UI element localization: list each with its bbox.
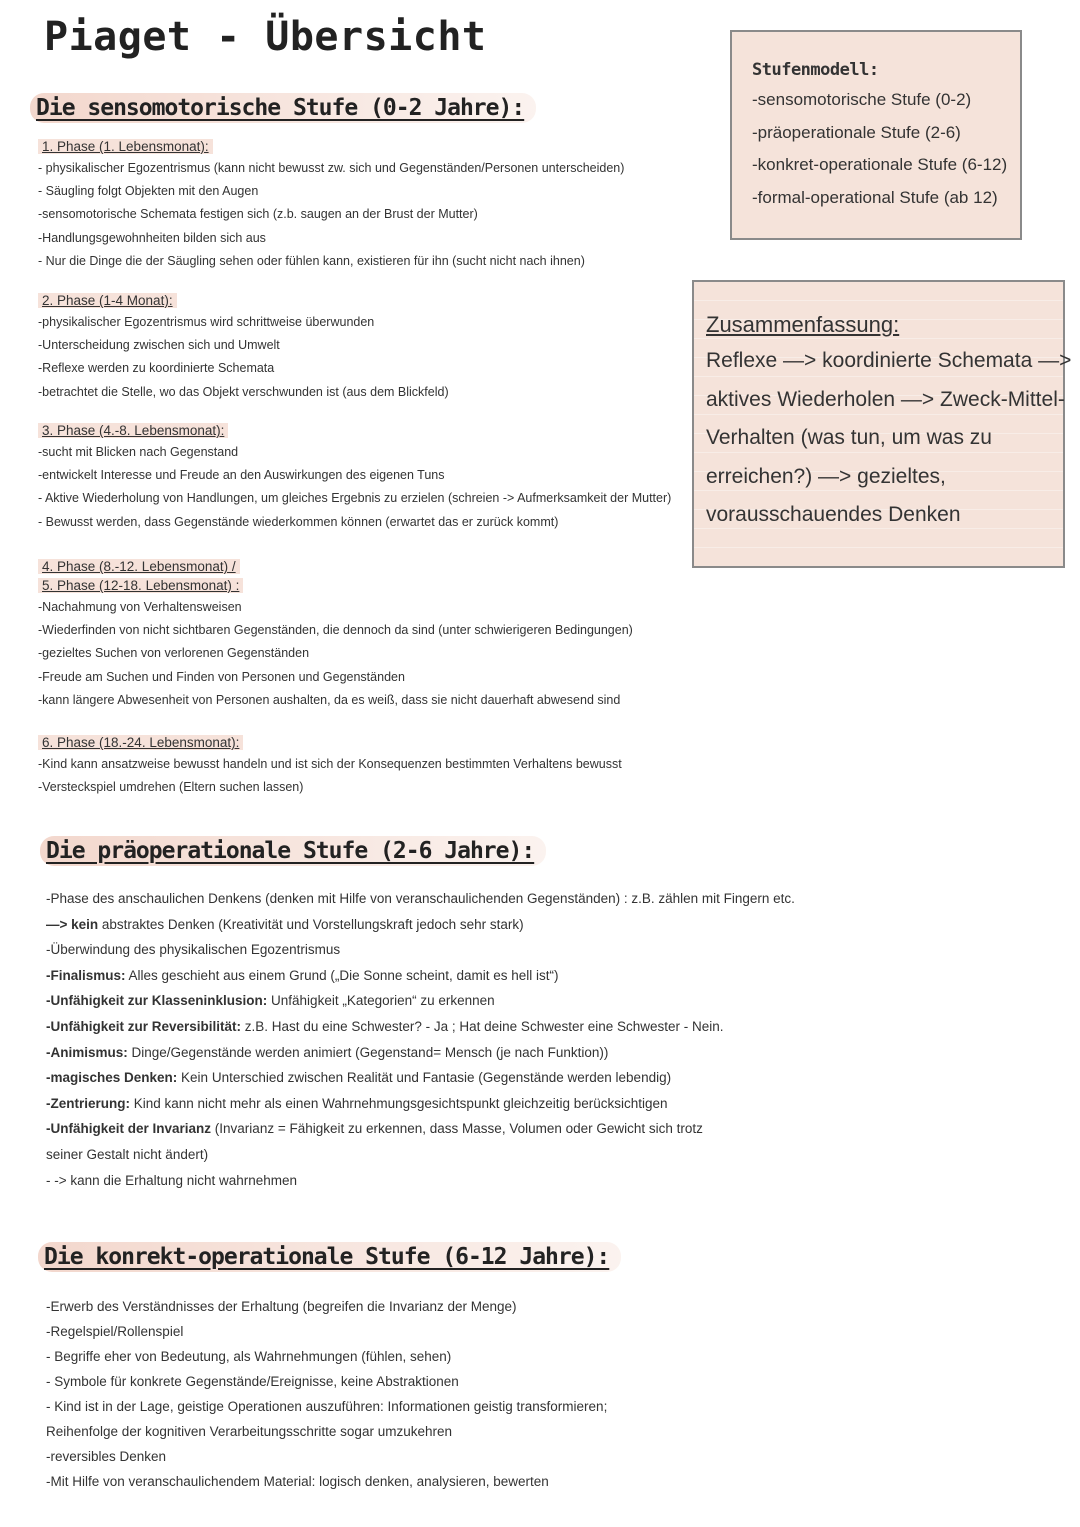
list-item: -Mit Hilfe von veranschaulichendem Material: logisch denken, analysieren, bewerten xyxy=(46,1474,549,1489)
list-item-bold: -Unfähigkeit zur Reversibilität: xyxy=(46,1018,242,1034)
summary-line: erreichen?) —> gezieltes, xyxy=(706,464,946,488)
phase-6-title: 6. Phase (18.-24. Lebensmonat): xyxy=(38,735,243,750)
list-item-text: Alles geschieht aus einem Grund („Die Sonne scheint, damit es hell ist“) xyxy=(125,967,559,983)
list-item: -sensomotorische Schemata festigen sich (z.b. saugen an der Brust der Mutter) xyxy=(38,207,478,222)
list-item: - Begriffe eher von Bedeutung, als Wahrnehmungen (fühlen, sehen) xyxy=(46,1349,452,1364)
list-item-text: (Invarianz = Fähigkeit zu erkennen, dass Masse, Volumen oder Gewicht sich trotz xyxy=(211,1121,703,1137)
list-item-text: - -> kann die Erhaltung nicht wahrnehmen xyxy=(46,1172,298,1188)
phase-3-title: 3. Phase (4.-8. Lebensmonat): xyxy=(38,423,228,438)
list-item-text: -Überwindung des physikalischen Egozentrismus xyxy=(46,942,341,958)
summary-line: vorausschauendes Denken xyxy=(706,503,961,526)
list-item xyxy=(46,963,795,989)
heading-praeoperational: Die präoperationale Stufe (2-6 Jahre): xyxy=(40,836,546,866)
list-item: - Nur die Dinge die der Säugling sehen oder fühlen kann, existieren für ihn (sucht nicht nach ihnen) xyxy=(38,253,585,268)
phase-2 xyxy=(38,290,449,404)
heading-sensomotorisch: Die sensomotorische Stufe (0-2 Jahre): xyxy=(30,93,536,123)
list-item xyxy=(46,1168,795,1194)
list-item: -Nachahmung von Verhaltensweisen xyxy=(38,600,242,614)
list-item-text: seiner Gestalt nicht ändert) xyxy=(46,1146,209,1162)
stufenmodell-box xyxy=(730,30,1022,240)
list-item: -Wiederfinden von nicht sichtbaren Gegenständen, die dennoch da sind (unter schwierigeren Bedingungen) xyxy=(38,623,633,638)
list-item-bold: -Zentrierung: xyxy=(46,1095,130,1111)
phase-3 xyxy=(38,420,671,534)
page-title: Piaget - Übersicht xyxy=(44,14,487,60)
list-item-bold: -magisches Denken: xyxy=(46,1070,178,1086)
stufenmodell-title: Stufenmodell: xyxy=(752,60,879,80)
list-item: -physikalischer Egozentrismus wird schrittweise überwunden xyxy=(38,315,375,329)
list-item xyxy=(46,1116,795,1142)
phase-5-title: 5. Phase (12-18. Lebensmonat) : xyxy=(38,578,243,593)
phase-6 xyxy=(38,732,622,799)
list-item: -Erwerb des Verständnisses der Erhaltung (begreifen die Invarianz der Menge) xyxy=(46,1299,517,1314)
summary-box xyxy=(692,280,1072,568)
list-item: -Handlungsgewohnheiten bilden sich aus xyxy=(38,230,266,245)
phase-1-title: 1. Phase (1. Lebensmonat): xyxy=(38,139,213,154)
list-item-text: Unfähigkeit „Kategorien“ zu erkennen xyxy=(267,993,495,1009)
list-item: -Regelspiel/Rollenspiel xyxy=(46,1324,184,1339)
list-item-bold: —> kein xyxy=(46,916,99,932)
phase-4-title: 4. Phase (8.-12. Lebensmonat) / xyxy=(38,559,240,574)
konkret-list xyxy=(46,1294,607,1494)
list-item: - Aktive Wiederholung von Handlungen, um gleiches Ergebnis zu erzielen (schreien -> Aufmerksamkeit der Mutter) xyxy=(38,491,672,506)
list-item xyxy=(46,1065,795,1091)
list-item-text: abstraktes Denken (Kreativität und Vorstellungskraft jedoch sehr stark) xyxy=(98,916,524,932)
summary-title: Zusammenfassung: xyxy=(706,312,900,337)
list-item: - Kind ist in der Lage, geistige Operationen auszuführen: Informationen geistig transformieren; xyxy=(46,1399,608,1414)
list-item-bold: -Unfähigkeit zur Klasseninklusion: xyxy=(46,993,268,1009)
phase-2-title: 2. Phase (1-4 Monat): xyxy=(38,293,177,308)
praeoperational-list xyxy=(46,886,795,1193)
list-item xyxy=(46,937,795,963)
list-item: -Versteckspiel umdrehen (Eltern suchen lassen) xyxy=(38,780,304,795)
list-item xyxy=(46,1040,795,1066)
list-item: -Freude am Suchen und Finden von Personen und Gegenständen xyxy=(38,669,405,684)
phase-1 xyxy=(38,136,624,273)
list-item: -reversibles Denken xyxy=(46,1449,167,1464)
stufe-item: -sensomotorische Stufe (0-2) xyxy=(752,90,972,109)
list-item: - physikalischer Egozentrismus (kann nicht bewusst zw. sich und Gegenständen/Personen unterscheiden) xyxy=(38,161,625,175)
list-item xyxy=(46,1014,795,1040)
list-item xyxy=(46,886,795,912)
list-item-text: -Phase des anschaulichen Denkens (denken mit Hilfe von veranschaulichenden Gegenständen) : z.B. zählen mit Fingern etc. xyxy=(46,891,795,906)
list-item: -Kind kann ansatzweise bewusst handeln und ist sich der Konsequenzen bestimmten Verhaltens bewusst xyxy=(38,757,622,771)
summary-line: Verhalten (was tun, um was zu xyxy=(706,426,992,449)
summary-line: aktives Wiederholen —> Zweck-Mittel- xyxy=(706,387,1065,411)
list-item-text: z.B. Hast du eine Schwester? - Ja ; Hat deine Schwester eine Schwester - Nein. xyxy=(241,1018,724,1034)
stufe-item: -präoperationale Stufe (2-6) xyxy=(752,122,961,142)
list-item xyxy=(46,1142,795,1168)
list-item: -entwickelt Interesse und Freude an den Auswirkungen des eigenen Tuns xyxy=(38,468,445,483)
list-item xyxy=(46,988,795,1014)
list-item-bold: -Animismus: xyxy=(46,1044,128,1060)
list-item: -sucht mit Blicken nach Gegenstand xyxy=(38,445,239,459)
list-item: - Säugling folgt Objekten mit den Augen xyxy=(38,184,259,199)
list-item xyxy=(46,912,795,938)
list-item: Reihenfolge der kognitiven Verarbeitungsschritte sogar umzukehren xyxy=(46,1424,452,1439)
list-item: -betrachtet die Stelle, wo das Objekt verschwunden ist (aus dem Blickfeld) xyxy=(38,384,449,399)
list-item-text: Kein Unterschied zwischen Realität und Fantasie (Gegenstände werden lebendig) xyxy=(177,1070,672,1086)
phase-4-5 xyxy=(38,556,633,712)
list-item-text: Dinge/Gegenstände werden animiert (Gegenstand= Mensch (je nach Funktion)) xyxy=(127,1044,609,1060)
list-item-text: Kind kann nicht mehr als einen Wahrnehmungsgesichtspunkt gleichzeitig berücksichtigen xyxy=(130,1095,668,1111)
list-item: - Bewusst werden, dass Gegenstände wiederkommen können (erwartet das er zurück kommt) xyxy=(38,514,559,529)
list-item: -kann längere Abwesenheit von Personen aushalten, da es weiß, dass sie nicht dauerhaft abwesend sind xyxy=(38,692,621,707)
list-item: -Unterscheidung zwischen sich und Umwelt xyxy=(38,338,280,353)
summary-line: Reflexe —> koordinierte Schemata —> xyxy=(706,349,1072,372)
list-item-bold: -Finalismus: xyxy=(46,967,126,983)
list-item: - Symbole für konkrete Gegenstände/Ereignisse, keine Abstraktionen xyxy=(46,1374,459,1389)
stufe-item: -formal-operational Stufe (ab 12) xyxy=(752,187,998,207)
list-item-bold: -Unfähigkeit der Invarianz xyxy=(46,1121,212,1137)
stufe-item: -konkret-operationale Stufe (6-12) xyxy=(752,155,1008,174)
list-item: -gezieltes Suchen von verlorenen Gegenständen xyxy=(38,646,310,661)
list-item: -Reflexe werden zu koordinierte Schemata xyxy=(38,361,275,376)
heading-konkret: Die konrekt-operationale Stufe (6-12 Jahre): xyxy=(38,1242,621,1272)
list-item xyxy=(46,1091,795,1117)
